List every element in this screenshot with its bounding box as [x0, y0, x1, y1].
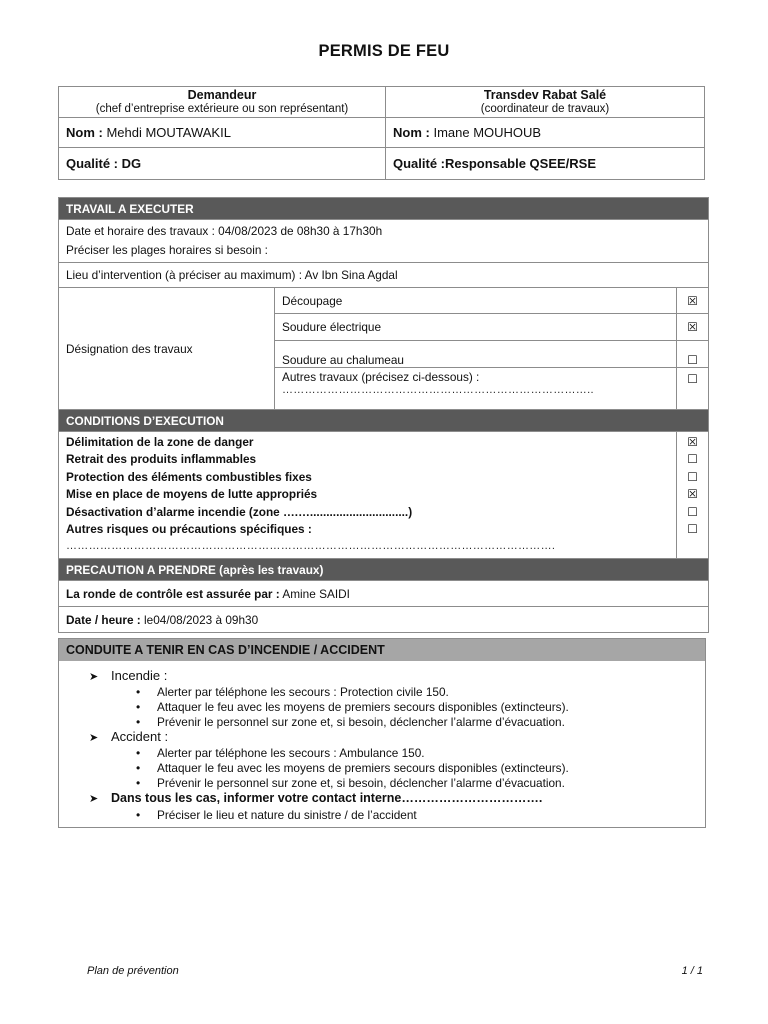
checkbox-autres-travaux[interactable]: ☐ — [677, 368, 709, 410]
condition-item: Mise en place de moyens de lutte appropriés — [66, 487, 318, 502]
checkbox-protection[interactable]: ☐ — [687, 469, 698, 484]
date-horaire-text: Date et horaire des travaux : 04/08/2023 de 08h30 à 17h30h — [66, 224, 383, 238]
plages-horaires-text: Préciser les plages horaires si besoin : — [66, 243, 268, 257]
demandeur-subtitle: (chef d’entreprise extérieure ou son représentant) — [95, 103, 349, 115]
travail-heading: TRAVAIL A EXECUTER — [59, 198, 709, 220]
page-title: PERMIS DE FEU — [318, 42, 450, 60]
checkbox-moyens-lutte[interactable]: ☒ — [687, 487, 698, 502]
parties-table — [58, 86, 705, 180]
list-item: • Alerter par téléphone les secours : Protection civile 150. — [157, 685, 569, 700]
arrow-bullet-icon: ➤ — [89, 792, 99, 805]
conditions-cell — [59, 432, 677, 559]
accident-colon: : — [160, 729, 169, 744]
designation-label: Désignation des travaux — [59, 288, 275, 410]
demandeur-qualite-text: Qualité : DG — [66, 156, 142, 171]
condition-item: Protection des éléments combustibles fixes — [66, 469, 312, 484]
conduite-heading: CONDUITE A TENIR EN CAS D’INCENDIE / ACCIDENT — [59, 639, 705, 661]
conditions-dots: …………………………………………………………………………………………………………………. — [66, 540, 556, 553]
condition-item: Délimitation de la zone de danger — [66, 435, 254, 449]
footer-doc-name: Plan de prévention — [87, 965, 179, 977]
arrow-bullet-icon: ➤ — [89, 731, 99, 744]
accident-title — [89, 729, 168, 744]
coordinateur-qualite-text: Qualité :Responsable QSEE/RSE — [393, 156, 596, 171]
demandeur-nom-value: Mehdi MOUTAWAKIL — [102, 125, 231, 140]
autres-travaux-dots: ……………………………………………………………………….. — [282, 384, 594, 396]
lieu-intervention: Lieu d’intervention (à préciser au maximum) : Av Ibn Sina Agdal — [59, 263, 709, 288]
coordinateur-title: Transdev Rabat Salé — [483, 88, 607, 102]
ronde-label: La ronde de contrôle est assurée par : — [66, 586, 280, 601]
nom-label: Nom : — [393, 125, 430, 140]
conduite-section — [58, 638, 706, 828]
date-horaire-cell — [59, 220, 709, 263]
nom-label: Nom : — [66, 125, 103, 140]
accident-label: Accident — [111, 729, 161, 744]
condition-item: Retrait des produits inflammables — [66, 452, 257, 467]
travaux-item: Soudure électrique — [275, 314, 677, 341]
list-item: • Prévenir le personnel sur zone et, si besoin, déclencher l’alarme d’évacuation. — [157, 776, 569, 791]
tous-cas-label: Dans tous les cas, informer votre contact interne……………………………. — [111, 791, 543, 805]
checkbox-retrait[interactable]: ☐ — [687, 452, 698, 467]
incendie-colon: : — [160, 668, 168, 683]
demandeur-qualite — [59, 148, 386, 180]
list-item: • Alerter par téléphone les secours : Ambulance 150. — [157, 746, 569, 761]
accident-list — [157, 746, 569, 792]
incendie-list — [157, 685, 569, 731]
incendie-label: Incendie — [111, 668, 161, 683]
date-heure-label: Date / heure : — [66, 612, 141, 627]
checkbox-delimitation[interactable]: ☒ — [687, 435, 698, 449]
ronde-controle — [59, 581, 709, 607]
list-item: • Prévenir le personnel sur zone et, si besoin, déclencher l’alarme d’évacuation. — [157, 715, 569, 730]
condition-item: Autres risques ou précautions spécifiques : — [66, 522, 312, 537]
conditions-heading: CONDITIONS D’EXECUTION — [59, 410, 709, 432]
checkbox-autres-risques[interactable]: ☐ — [687, 522, 698, 537]
date-heure-value: le04/08/2023 à 09h30 — [140, 612, 259, 627]
coordinateur-cell — [386, 87, 705, 118]
coordinateur-nom-value: Imane MOUHOUB — [429, 125, 542, 140]
checkbox-soudure-chalumeau[interactable]: ☐ — [677, 341, 709, 368]
autres-travaux-label: Autres travaux (précisez ci-dessous) : — [282, 370, 480, 384]
condition-item: Désactivation d’alarme incendie (zone ….…..............................) — [66, 504, 413, 519]
incendie-title — [89, 668, 167, 683]
travaux-item: Découpage — [275, 288, 677, 314]
autres-travaux-cell — [275, 368, 677, 410]
list-item: • Attaquer le feu avec les moyens de premiers secours disponibles (extincteurs). — [157, 700, 569, 715]
tous-cas-title — [89, 791, 542, 805]
footer-page-number: 1 / 1 — [681, 965, 703, 977]
list-item: • Préciser le lieu et nature du sinistre / de l’accident — [157, 808, 417, 823]
checkbox-desactivation[interactable]: ☐ — [687, 504, 698, 519]
demandeur-nom — [59, 118, 386, 148]
permit-table — [58, 197, 709, 633]
checkbox-decoupage[interactable]: ☒ — [677, 288, 709, 314]
precaution-heading: PRECAUTION A PRENDRE (après les travaux) — [59, 559, 709, 581]
checkbox-soudure-electrique[interactable]: ☒ — [677, 314, 709, 341]
demandeur-title: Demandeur — [187, 88, 257, 102]
travaux-item: Soudure au chalumeau — [275, 341, 677, 368]
coordinateur-subtitle: (coordinateur de travaux) — [480, 103, 610, 115]
arrow-bullet-icon: ➤ — [89, 670, 99, 683]
coordinateur-nom — [386, 118, 705, 148]
demandeur-cell — [59, 87, 386, 118]
ronde-value: Amine SAIDI — [279, 586, 350, 601]
date-heure — [59, 607, 709, 633]
list-item: • Attaquer le feu avec les moyens de premiers secours disponibles (extincteurs). — [157, 761, 569, 776]
conditions-checkboxes — [677, 432, 709, 559]
tous-cas-list — [157, 808, 417, 823]
coordinateur-qualite — [386, 148, 705, 180]
